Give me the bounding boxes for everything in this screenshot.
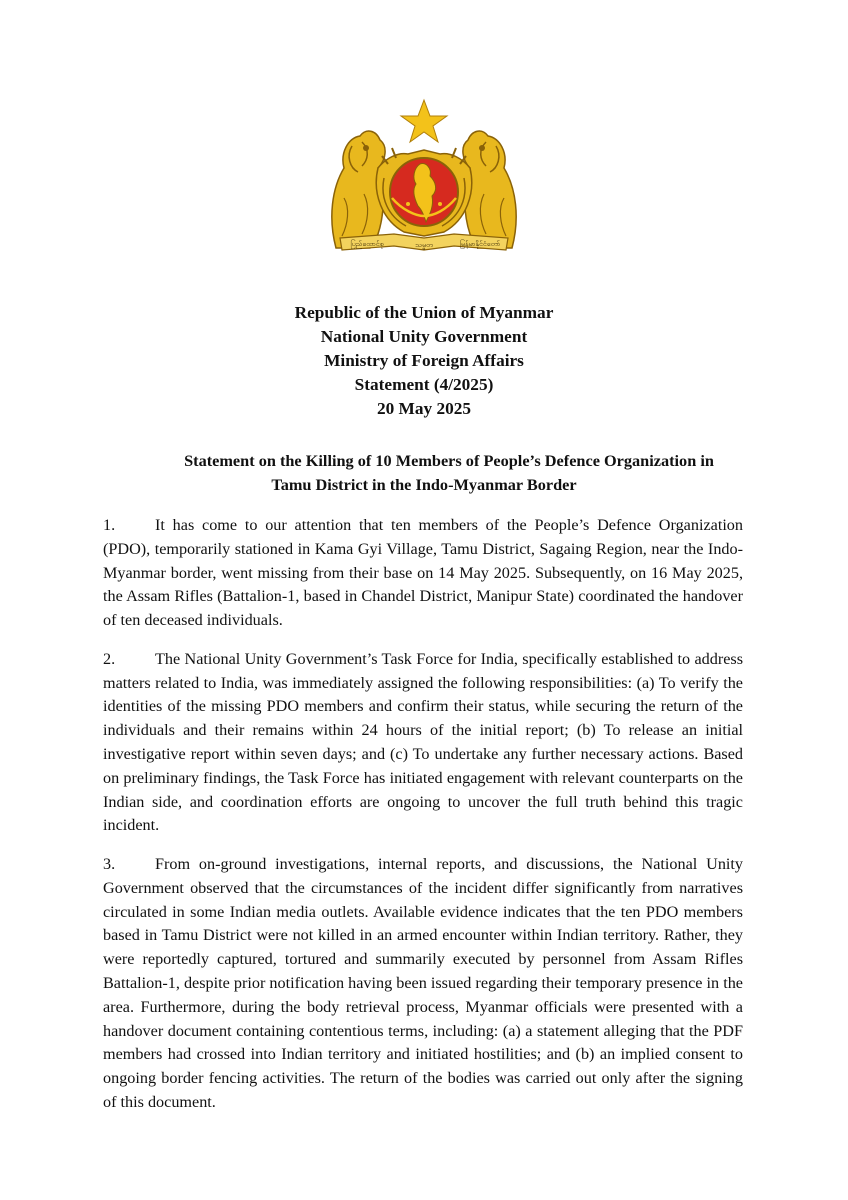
- emblem-star: [401, 100, 447, 142]
- paragraph-3: [103, 853, 743, 1115]
- paragraph-number: 1.: [103, 516, 116, 534]
- emblem-scroll-right: မြန်မာနိုင်ငံတော်: [459, 240, 501, 248]
- paragraph-1: [103, 514, 743, 633]
- paragraph-2: [103, 648, 743, 838]
- paragraph-number: 3.: [103, 854, 116, 873]
- paragraph-number: 2.: [103, 649, 116, 668]
- header-country: Republic of the Union of Myanmar: [294, 303, 554, 322]
- statement-title: [0, 449, 848, 497]
- statement-title-line2: Tamu District in the Indo-Myanmar Border: [271, 475, 577, 494]
- emblem-map-disc: [390, 158, 458, 226]
- header-ministry: Ministry of Foreign Affairs: [324, 351, 524, 370]
- statement-title-line1: Statement on the Killing of 10 Members of People’s Defence Organization in: [184, 451, 714, 470]
- document-header: [0, 301, 848, 421]
- emblem-scroll-center: သမ္မတ: [415, 241, 433, 249]
- paragraph-text: It has come to our attention that ten members of the People’s Defence Organization (PDO), temporarily stationed in Kama Gyi Village, Tamu District, Sagaing Region, near the Indo-Myanmar border, went missing from their base on 14 May 2025. Subsequently, on 16 May 2025, the Assam Rifles (Battalion-1, based in Chandel District, Manipur State) coordinated the handover of ten deceased individuals.: [103, 516, 743, 630]
- emblem-scroll-left: ပြည်ထောင်စု: [350, 240, 384, 248]
- state-emblem: [322, 98, 526, 256]
- statement-body: [103, 514, 743, 1130]
- state-emblem-graphic: [322, 98, 526, 256]
- header-statement-number: Statement (4/2025): [354, 375, 494, 394]
- header-government: National Unity Government: [320, 327, 528, 346]
- paragraph-text: From on-ground investigations, internal reports, and discussions, the National Unity Government observed that the circumstances of the incident differ significantly from narratives circulated in some Indian media outlets. Available evidence indicates that the ten PDO members based in Tamu District were not killed in an armed encounter within Indian territory. Rather, they were reportedly captured, tortured and summarily executed by personnel from Assam Rifles Battalion-1, despite prior notification having been issued regarding their temporary presence in the area. Furthermore, during the body retrieval process, Myanmar officials were presented with a handover document containing contentious terms, including: (a) a statement alleging that the PDF members had crossed into Indian territory and initiated hostilities; and (b) an implied consent to ongoing border fencing activities. The return of the bodies was carried out only after the signing of this document.: [103, 854, 743, 1111]
- header-date: 20 May 2025: [376, 399, 472, 418]
- paragraph-text: The National Unity Government’s Task Force for India, specifically established to address matters related to India, was immediately assigned the following responsibilities: (a) To verify the identities of the missing PDO members and confirm their status, while securing the return of the individuals and their remains within 24 hours of the initial report; (b) To release an initial investigative report within seven days; and (c) To undertake any further necessary actions. Based on preliminary findings, the Task Force has initiated engagement with relevant counterparts on the Indian side, and coordination efforts are ongoing to uncover the full truth behind this tragic incident.: [103, 649, 743, 835]
